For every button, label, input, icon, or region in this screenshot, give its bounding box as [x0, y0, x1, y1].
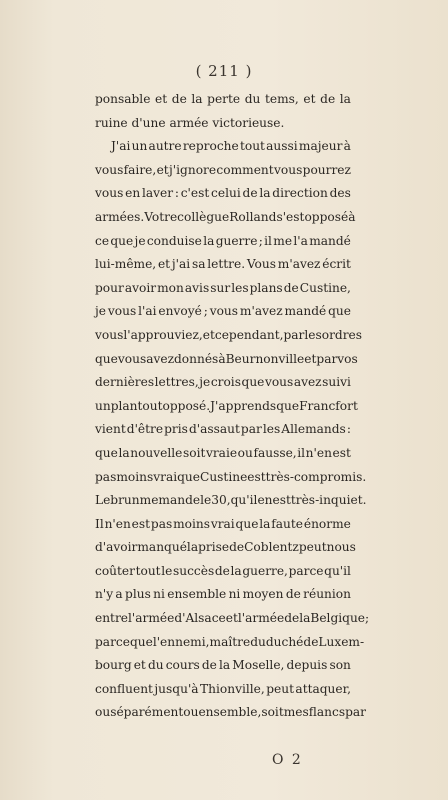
text-line: vous faire, et j'ignore comment vous pourrez [95, 162, 351, 177]
text-line: un plan tout opposé. J'apprends que Francfort [95, 398, 358, 413]
text-line: n'y a plus ni ensemble ni moyen de réunion [95, 587, 351, 602]
text-line: que vous avez donnés à Beurnonville et par vos [95, 351, 358, 366]
text-line: pour avoir mon avis sur les plans de Custine, [95, 280, 351, 295]
text-line: ponsable et de la perte du tems, et de la [95, 92, 351, 106]
text-line: vous l'approuviez, et cependant, par les ordres [95, 327, 363, 342]
signature-mark: O 2 [272, 752, 303, 768]
text-line: d'avoir manqué la prise de Coblentz peut nous [95, 540, 356, 555]
text-line: armées. Votre collègue Rolland s'est opposé à [95, 209, 356, 224]
text-line: ou séparément ou ensemble, soit mes flancs par [95, 705, 366, 720]
text-line: ruine d'une armée victorieuse. [95, 115, 285, 130]
text-line: pas moins vrai que Custine est très-compromis. [95, 469, 367, 484]
text-line: J'ai un autre reproche tout aussi majeur à [111, 139, 351, 154]
text-line: bourg et du cours de la Moselle, depuis son [95, 658, 351, 673]
page-number-header: ( 211 ) [195, 62, 253, 80]
text-line: confluent jusqu'à Thionville, peut attaquer, [95, 681, 351, 696]
text-line: coûter tout le succès de la guerre, parce qu'il [95, 563, 351, 578]
text-line: je vous l'ai envoyé ; vous m'avez mandé que [95, 304, 351, 319]
text-line: Il n'en est pas moins vrai que la faute énorme [95, 516, 351, 531]
text-line: vous en laver : c'est celui de la direction des [95, 186, 351, 201]
text-line: ce que je conduise la guerre ; il me l'a mandé [95, 233, 351, 248]
text-line: Lebrun me mande le 30, qu'il en est très-inquiet. [95, 493, 367, 508]
text-line: dernières lettres, je crois que vous avez suivi [95, 375, 351, 390]
text-line: parce que l'ennemi, maître du duché de Luxem- [95, 634, 365, 649]
text-line: que la nouvelle soit vraie ou fausse, il n'en est [95, 445, 351, 460]
text-line: lui-même, et j'ai sa lettre. Vous m'avez écrit [95, 257, 351, 272]
text-body [95, 88, 370, 725]
text-line: vient d'être pris d'assaut par les Allemands : [95, 422, 351, 437]
text-line: entre l'armée d'Alsace et l'armée de la Belgique; [95, 611, 370, 626]
